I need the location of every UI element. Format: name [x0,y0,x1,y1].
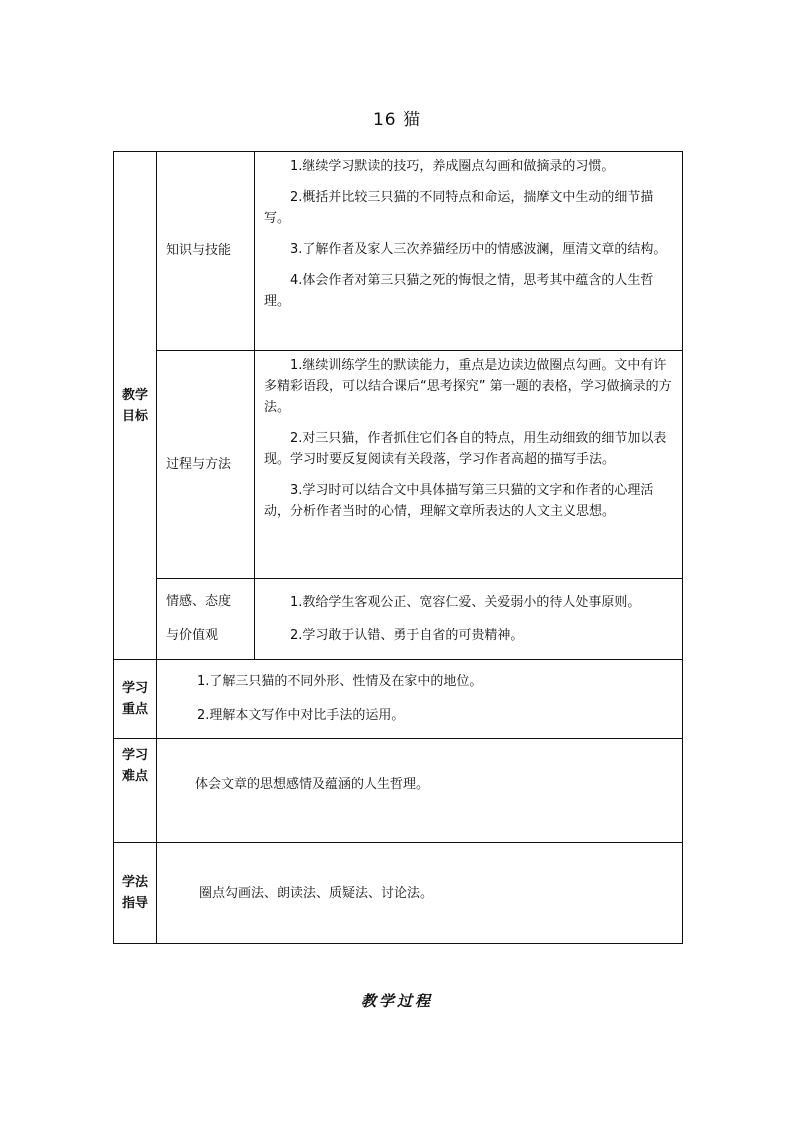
emotion-label-cell [157,579,255,660]
key-point-item: 1.了解三只猫的不同外形、性情及在家中的地位。 [197,674,483,689]
key-points-content [157,660,683,739]
objectives-heading-cell [114,152,157,660]
key-points-heading-cell [114,660,157,739]
knowledge-item: 2.概括并比较三只猫的不同特点和命运，揣摩文中生动的细节描写。 [264,190,654,226]
objectives-emotion-row [114,579,683,660]
methods-text: 圈点勾画法、朗读法、质疑法、讨论法。 [199,885,434,901]
knowledge-item: 1.继续学习默读的技巧，养成圈点勾画和做摘录的习惯。 [290,159,615,174]
methods-row [114,843,683,944]
difficulties-heading-cell [114,739,157,843]
difficulties-heading-line1: 学习 [121,748,148,763]
emotion-label-line2: 与价值观 [166,628,219,643]
methods-heading-line1: 学法 [121,875,148,890]
knowledge-item: 3.了解作者及家人三次养猫经历中的情感波澜，厘清文章的结构。 [290,242,667,257]
methods-heading-line2: 指导 [121,896,148,911]
objectives-process-row [114,351,683,579]
key-point-item: 2.理解本文写作中对比手法的运用。 [197,708,405,723]
key-points-row [114,660,683,739]
methods-heading-cell [114,843,157,944]
difficulties-heading-line2: 难点 [121,769,148,784]
process-item: 2.对三只猫，作者抓住它们各自的特点，用生动细致的细节加以表现。学习时要反复阅读有关段落，学习作者高超的描写手法。 [264,431,667,467]
difficulties-text: 体会文章的思想感情及蕴涵的人生哲理。 [195,777,430,792]
process-item: 3.学习时可以结合文中具体描写第三只猫的文字和作者的心理活动，分析作者当时的心情，理解文章所表达的人文主义思想。 [264,483,654,519]
process-item: 1.继续训练学生的默读能力，重点是边读边做圈点勾画。文中有许多精彩语段，可以结合课后“思考探究” 第一题的表格，学习做摘录的方法。 [264,358,672,415]
lesson-plan-table [113,151,683,944]
methods-content [157,843,683,944]
process-content [255,351,683,579]
emotion-item: 2.学习敢于认错、勇于自省的可贵精神。 [290,628,524,643]
difficulties-row [114,739,683,843]
process-label: 过程与方法 [157,351,255,579]
emotion-content [255,579,683,660]
difficulties-content [157,739,683,843]
emotion-item: 1.教给学生客观公正、宽容仁爱、关爱弱小的待人处事原则。 [290,595,641,610]
knowledge-label: 知识与技能 [157,152,255,351]
emotion-label-line1: 情感、态度 [166,594,232,609]
objectives-heading-line1: 教学 [121,387,148,403]
knowledge-content [255,152,683,351]
section-title-teaching-process: 教学过程 [360,992,433,1010]
knowledge-item: 4.体会作者对第三只猫之死的悔恨之情，思考其中蕴含的人生哲理。 [264,273,654,309]
document-title: 16 猫 [372,110,422,130]
key-points-heading-line2: 重点 [121,702,148,717]
objectives-knowledge-row [114,152,683,351]
objectives-heading-line2: 目标 [121,408,148,424]
key-points-heading-line1: 学习 [121,681,148,696]
